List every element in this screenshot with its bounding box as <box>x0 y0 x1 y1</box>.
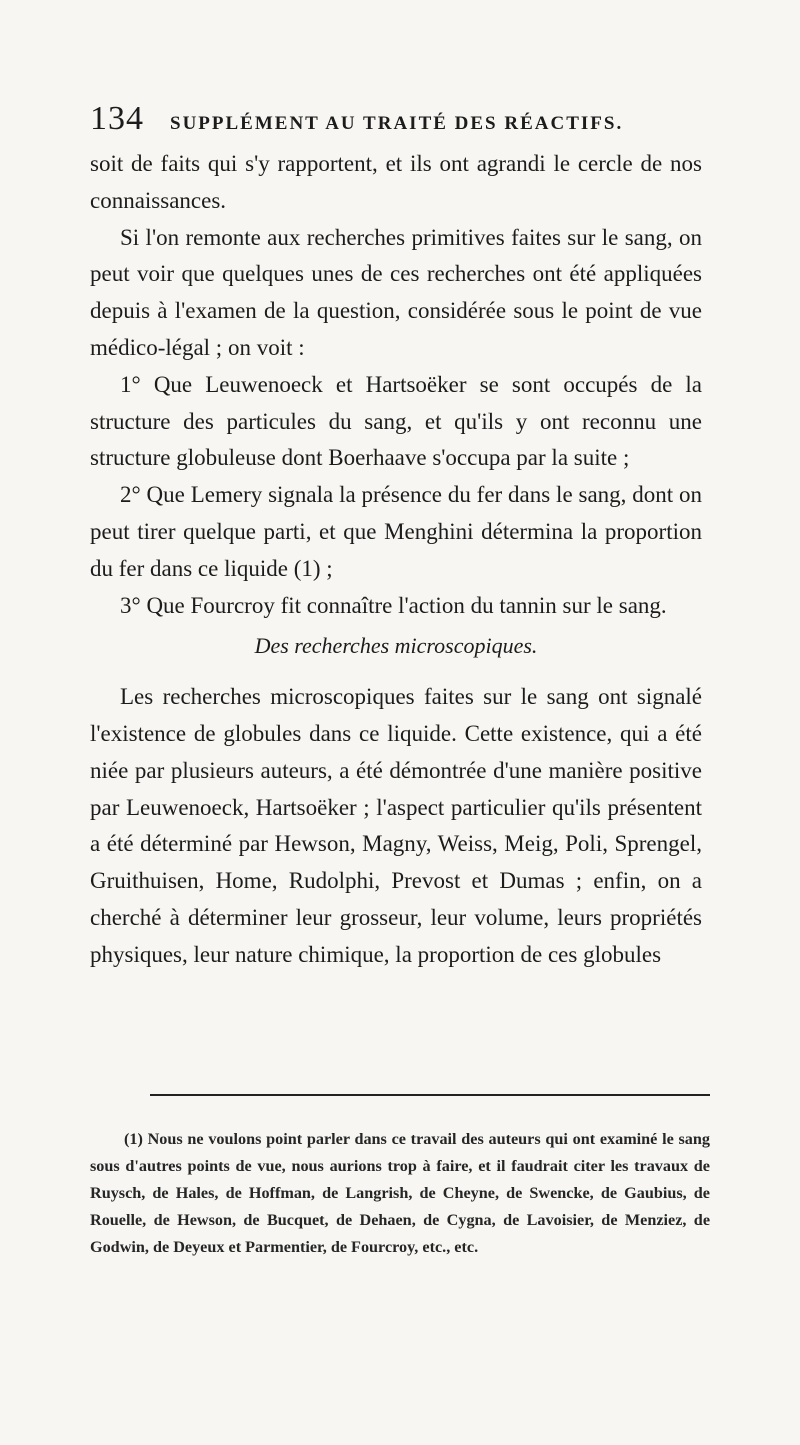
paragraph: soit de faits qui s'y rapportent, et ils ont agrandi le cercle de nos connaissances. <box>90 151 702 213</box>
body-text <box>90 146 702 974</box>
page-number: 134 <box>90 100 144 137</box>
footnote: (1) Nous ne voulons point parler dans ce travail des auteurs qui ont examiné le sang sous d'autres points de vue, nous aurions trop à faire, et il faudrait citer les travaux de Ruysch, de Hales, de Hoffman, de Langrish, de Cheyne, de Swencke, de Gaubius, de Rouelle, de Hewson, de Bucquet, de Dehaen, de Cygna, de Lavoisier, de Menziez, de Godwin, de Deyeux et Parmentier, de Fourcroy, etc., etc. <box>90 1130 710 1256</box>
paragraph: Si l'on remonte aux recherches primitives faites sur le sang, on peut voir que quelques unes de ces recherches ont été appliquées depuis à l'examen de la question, considérée sous le point de vue médico-légal ; on voit : <box>90 224 702 360</box>
paragraph: 3° Que Fourcroy fit connaître l'action du tannin sur le sang. <box>120 592 667 618</box>
footnote-separator <box>150 1094 710 1096</box>
paragraph: Les recherches microscopiques faites sur le sang ont signalé l'existence de globules dans ce liquide. Cette existence, qui a été niée par plusieurs auteurs, a été démontrée d'une manière positive par Leuwenoeck, Hartsoëker ; l'aspect particulier qu'ils présentent a été déterminé par Hewson, Magny, Weiss, Meig, Poli, Sprengel, Gruithuisen, Home, Rudolphi, Prevost et Dumas ; enfin, on a cherché à déterminer leur grosseur, leur volume, leurs propriétés physiques, leur nature chimique, la proportion de ces globules <box>90 684 702 967</box>
running-title: SUPPLÉMENT AU TRAITÉ DES RÉACTIFS. <box>170 113 624 134</box>
page-header <box>90 100 710 138</box>
section-title: Des recherches microscopiques. <box>254 633 538 659</box>
paragraph: 1° Que Leuwenoeck et Hartsoëker se sont occupés de la structure des particules du sang, et qu'ils y ont reconnu une structure globuleuse dont Boerhaave s'occupa par la suite ; <box>90 371 702 471</box>
paragraph: 2° Que Lemery signala la présence du fer dans le sang, dont on peut tirer quelque parti, et que Menghini détermina la proportion du fer dans ce liquide (1) ; <box>90 482 702 581</box>
